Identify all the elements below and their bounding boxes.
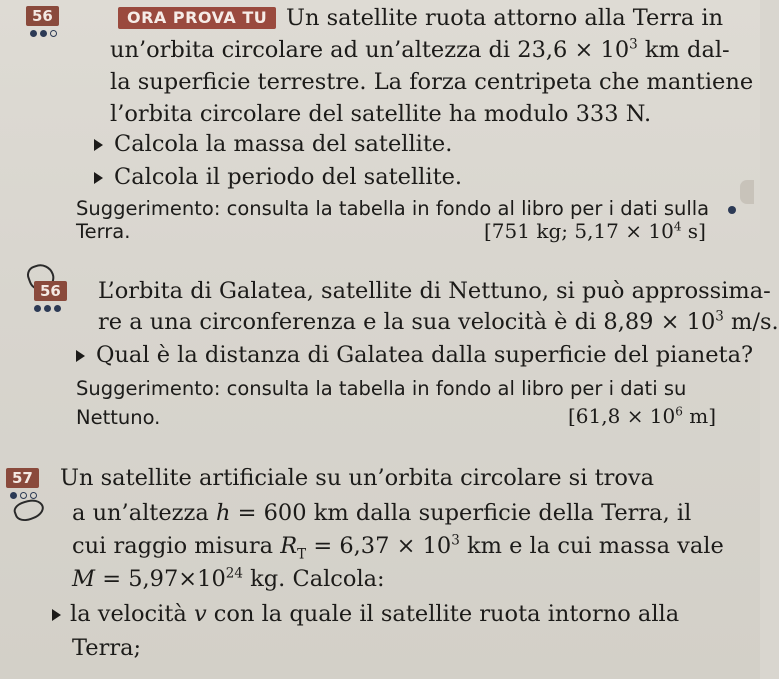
problem-galatea-suggestion-tail: Nettuno. [76,406,161,429]
problem-56-question-2: Calcola il periodo del satellite. [114,164,463,190]
problem-56-line-4: l’orbita circolare del satellite ha modulo 333 N. [110,101,652,127]
problem-56-question-1: Calcola la massa del satellite. [114,131,453,157]
problem-57-line-3 [72,531,724,561]
text-segment: km e la cui massa vale [459,533,724,559]
text-segment: km dal- [637,37,730,63]
text-segment: = 600 km dalla superficie della Terra, il [230,500,692,526]
problem-galatea-line-2 [98,307,779,337]
problem-number-badge: 56 [26,6,59,26]
difficulty-dot [40,30,47,37]
problem-56-line-2 [110,35,730,65]
subscript: T [297,546,307,563]
exponent: 24 [225,565,243,582]
exponent: 4 [673,219,682,234]
problem-56-line-3: la superficie terrestre. La forza centripeta che mantiene [110,69,754,95]
text-segment: con la quale il satellite ruota intorno alla [206,601,680,627]
difficulty-indicator [10,492,37,499]
text-segment: [61,8 × 10 [568,404,676,428]
question-bullet-icon [76,350,85,362]
variable-v: v [193,601,207,627]
problem-56-suggestion-tail: Terra. [76,220,131,243]
pen-scribble [11,495,46,524]
problem-galatea-suggestion [76,374,686,404]
text-segment: un’orbita circolare ad un’altezza di 23,6 × 10 [110,37,630,63]
problem-57-question [70,599,679,629]
difficulty-dot [10,492,17,499]
problem-galatea-answer [568,401,716,431]
difficulty-dot [44,305,51,312]
suggestion-label: Suggerimento: [76,377,221,400]
problem-56-line-1: Un satellite ruota attorno alla Terra in [286,5,724,31]
difficulty-dot [20,492,27,499]
page-edge-dot [728,206,736,214]
problem-57-line-1: Un satellite artificiale su un’orbita circolare si trova [60,465,655,491]
problem-57-question-tail: Terra; [72,635,142,661]
page-edge-tab [740,180,754,204]
variable-h: h [215,500,231,526]
text-segment: kg. Calcola: [242,566,385,592]
text-segment: a un’altezza [72,500,216,526]
text-segment: m] [682,404,717,428]
text-segment: = 6,37 × 10 [306,533,452,559]
difficulty-dot [30,492,37,499]
variable-r: R [280,533,298,559]
problem-number-badge: 57 [6,468,39,488]
question-bullet-icon [52,609,61,621]
exponent: 6 [675,404,683,419]
problem-galatea-question: Qual è la distanza di Galatea dalla superficie del pianeta? [96,342,754,368]
ora-prova-tu-tag: ORA PROVA TU [118,7,276,29]
difficulty-dot [50,30,57,37]
suggestion-label: Suggerimento: [76,197,221,220]
question-bullet-icon [94,139,103,151]
difficulty-dot [30,30,37,37]
variable-m: M [72,566,96,592]
exponent: 3 [715,308,724,325]
problem-56-answer [484,216,706,246]
problem-57-line-4 [72,564,385,594]
text-segment: s] [681,219,706,243]
problem-57-line-2 [72,498,691,528]
suggestion-text: consulta la tabella in fondo al libro per i dati su [226,377,687,400]
difficulty-dot [54,305,61,312]
difficulty-indicator [34,305,61,312]
text-segment: = 5,97×10 [95,566,226,592]
question-bullet-icon [94,172,103,184]
suggestion-text: consulta la tabella in fondo al libro per i dati sulla [226,197,710,220]
problem-galatea-line-1: L’orbita di Galatea, satellite di Nettuno, si può approssima- [98,278,771,304]
text-segment: la velocità [70,601,194,627]
exponent: 3 [629,36,638,53]
text-segment: re a una circonferenza e la sua velocità è di 8,89 × 10 [98,309,716,335]
problem-number-badge: 56 [34,281,67,301]
text-segment: [751 kg; 5,17 × 10 [484,219,674,243]
difficulty-indicator [30,30,57,37]
text-segment: cui raggio misura [72,533,281,559]
exponent: 3 [451,532,460,549]
text-segment: m/s. [723,309,779,335]
difficulty-dot [34,305,41,312]
